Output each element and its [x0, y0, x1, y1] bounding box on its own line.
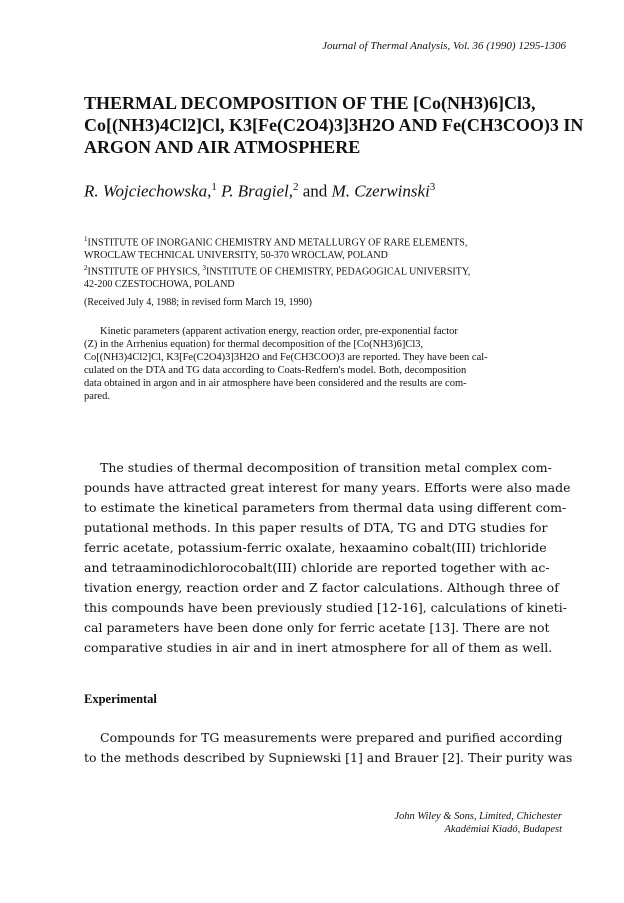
abstract	[84, 325, 556, 403]
body-line: ferric acetate, potassium-ferric oxalate, hexaamino cobalt(III) trichloride	[84, 540, 547, 555]
paper-title	[84, 92, 584, 158]
body-line: Compounds for TG measurements were prepared and purified according	[100, 730, 563, 745]
received-date: (Received July 4, 1988; in revised form March 19, 1990)	[84, 297, 313, 308]
title-line: THERMAL DECOMPOSITION OF THE [Co(NH3)6]Cl3,	[84, 93, 536, 113]
title-line: ARGON AND AIR ATMOSPHERE	[84, 137, 361, 157]
affil-mark: 3	[202, 264, 207, 273]
body-line: tivation energy, reaction order and Z factor calculations. Although three of	[84, 580, 559, 595]
author-affil-mark: 2	[293, 181, 299, 193]
section-heading: Experimental	[84, 692, 157, 706]
abstract-line: culated on the DTA and TG data according to Coats-Redfern's model. Both, decomposition	[84, 365, 467, 376]
abstract-line: data obtained in argon and in air atmosphere have been considered and the results are com-	[84, 378, 467, 389]
author-affil-mark: 1	[211, 181, 217, 193]
author-conjunction: and	[302, 181, 328, 201]
body-line: The studies of thermal decomposition of transition metal complex com-	[100, 460, 552, 475]
abstract-line: (Z) in the Arrhenius equation) for thermal decomposition of the [Co(NH3)6]Cl3,	[84, 339, 424, 350]
abstract-line: pared.	[84, 391, 110, 402]
affil-mark: 2	[84, 264, 88, 273]
author-name: R. Wojciechowska,	[84, 181, 212, 201]
journal-citation: Journal of Thermal Analysis, Vol. 36 (1990) 1295-1306	[322, 40, 566, 52]
affiliation-line	[84, 262, 470, 279]
affil-text: INSTITUTE OF INORGANIC CHEMISTRY AND METALLURGY OF RARE ELEMENTS,	[87, 237, 468, 249]
affiliation-line: WROCLAW TECHNICAL UNIVERSITY, 50-370 WROCLAW, POLAND	[84, 249, 388, 261]
body-line: pounds have attracted great interest for many years. Efforts were also made	[84, 480, 571, 495]
publisher-footer	[394, 810, 562, 836]
introduction-paragraph	[84, 458, 571, 658]
affiliation-line: 42-200 CZESTOCHOWA, POLAND	[84, 279, 235, 291]
affil-text: INSTITUTE OF PHYSICS,	[87, 266, 203, 278]
title-line: Co[(NH3)4Cl2]Cl, K3[Fe(C2O4)3]3H2O AND Fe(CH3COO)3 IN	[84, 115, 584, 135]
author-list	[84, 181, 435, 202]
body-line: this compounds have been previously studied [12-16], calculations of kineti-	[84, 600, 567, 615]
body-line: cal parameters have been done only for ferric acetate [13]. There are not	[84, 620, 550, 635]
body-line: and tetraaminodichlorocobalt(III) chloride are reported together with ac-	[84, 560, 550, 575]
author-affil-mark: 3	[429, 181, 436, 193]
abstract-line: Co[(NH3)4Cl2]Cl, K3[Fe(C2O4)3]3H2O and Fe(CH3COO)3 are reported. They have been cal-	[84, 352, 488, 363]
body-line: comparative studies in air and in inert atmosphere for all of them as well.	[84, 640, 553, 655]
affil-mark: 1	[84, 235, 88, 243]
author-name: P. Bragiel,	[221, 181, 294, 201]
affiliations	[84, 233, 470, 292]
body-line: to the methods described by Supniewski [1] and Brauer [2]. Their purity was	[84, 750, 573, 765]
body-line: putational methods. In this paper results of DTA, TG and DTG studies for	[84, 520, 548, 535]
publisher-line: Akadémiai Kiadó, Budapest	[444, 824, 562, 835]
affil-text: INSTITUTE OF CHEMISTRY, PEDAGOGICAL UNIVERSITY,	[206, 266, 471, 278]
author-name: M. Czerwinski	[331, 181, 430, 201]
body-line: to estimate the kinetical parameters from thermal data using different com-	[84, 500, 567, 515]
affiliation-line	[84, 233, 470, 250]
abstract-line: Kinetic parameters (apparent activation energy, reaction order, pre-exponential factor	[100, 326, 458, 337]
publisher-line: John Wiley & Sons, Limited, Chichester	[394, 811, 562, 822]
experimental-paragraph	[84, 728, 573, 768]
